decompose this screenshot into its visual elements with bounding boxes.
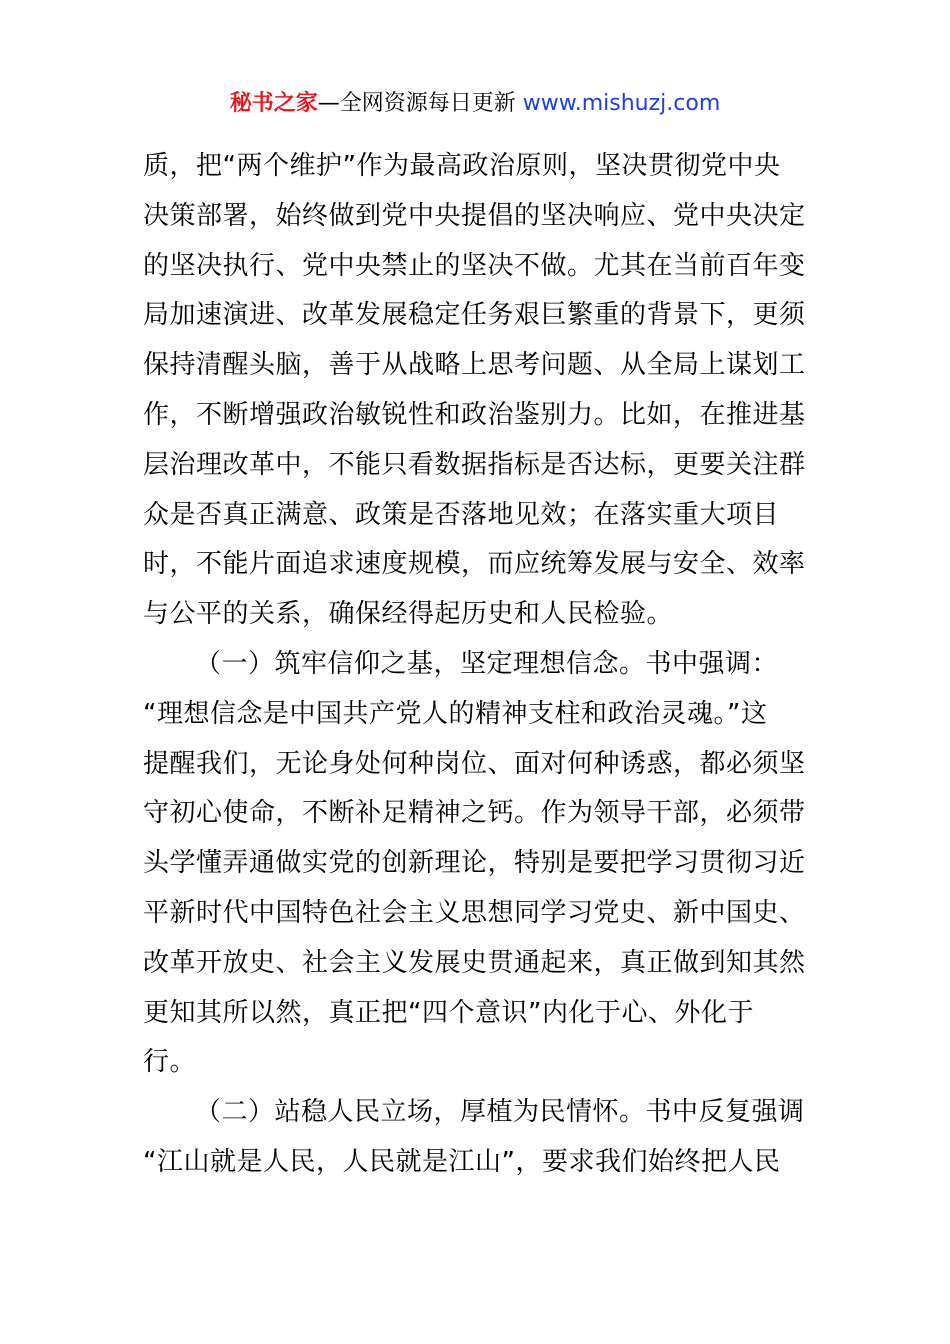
text-line: 局加速演进、改革发展稳定任务艰巨繁重的背景下，更须 — [143, 300, 806, 331]
paragraph-continuation — [143, 142, 807, 640]
text-line: 与公平的关系，确保经得起历史和人民检验。 — [143, 599, 674, 630]
text-line: 时，不能片面追求速度规模，而应统筹发展与安全、效率 — [143, 549, 806, 580]
text-line: 守初心使命，不断补足精神之钙。作为领导干部，必须带 — [143, 798, 806, 829]
text-line: 保持清醒头脑，善于从战略上思考问题、从全局上谋划工 — [143, 350, 806, 381]
paragraph-section-one — [143, 640, 807, 1088]
text-line: （一）筑牢信仰之基，坚定理想信念。书中强调： — [195, 648, 779, 679]
document-body — [143, 142, 807, 1188]
paragraph-section-two — [143, 1088, 807, 1188]
text-line: 更知其所以然，真正把“四个意识”内化于心、外化于 — [143, 997, 754, 1028]
text-line: 平新时代中国特色社会主义思想同学习党史、新中国史、 — [143, 897, 806, 928]
text-line: “江山就是人民，人民就是江山”，要求我们始终把人民 — [143, 1146, 781, 1177]
text-line: 提醒我们，无论身处何种岗位、面对何种诱惑，都必须坚 — [143, 748, 806, 779]
brand-name: 秘书之家 — [229, 91, 318, 116]
site-url-link[interactable]: www.mishuzj.com — [522, 91, 721, 116]
text-line: 质，把“两个维护”作为最高政治原则，坚决贯彻党中央 — [143, 151, 781, 181]
text-line: 行。 — [143, 1047, 197, 1078]
text-line: 作，不断增强政治敏锐性和政治鉴别力。比如，在推进基 — [143, 399, 806, 430]
text-line: “理想信念是中国共产党人的精神支柱和政治灵魂。”这 — [143, 698, 768, 729]
text-line: 改革开放史、社会主义发展史贯通起来，真正做到知其然 — [143, 947, 806, 978]
text-line: （二）站稳人民立场，厚植为民情怀。书中反复强调 — [195, 1097, 805, 1128]
text-line: 众是否真正满意、政策是否落地见效；在落实重大项目 — [143, 499, 780, 530]
text-line: 决策部署，始终做到党中央提倡的坚决响应、党中央决定 — [143, 200, 806, 231]
header-tagline: —全网资源每日更新 — [317, 91, 516, 116]
text-line: 头学懂弄通做实党的创新理论，特别是要把学习贯彻习近 — [143, 848, 806, 879]
page-header — [0, 86, 950, 122]
text-line: 层治理改革中，不能只看数据指标是否达标，更要关注群 — [143, 449, 806, 480]
text-line: 的坚决执行、党中央禁止的坚决不做。尤其在当前百年变 — [143, 250, 806, 281]
